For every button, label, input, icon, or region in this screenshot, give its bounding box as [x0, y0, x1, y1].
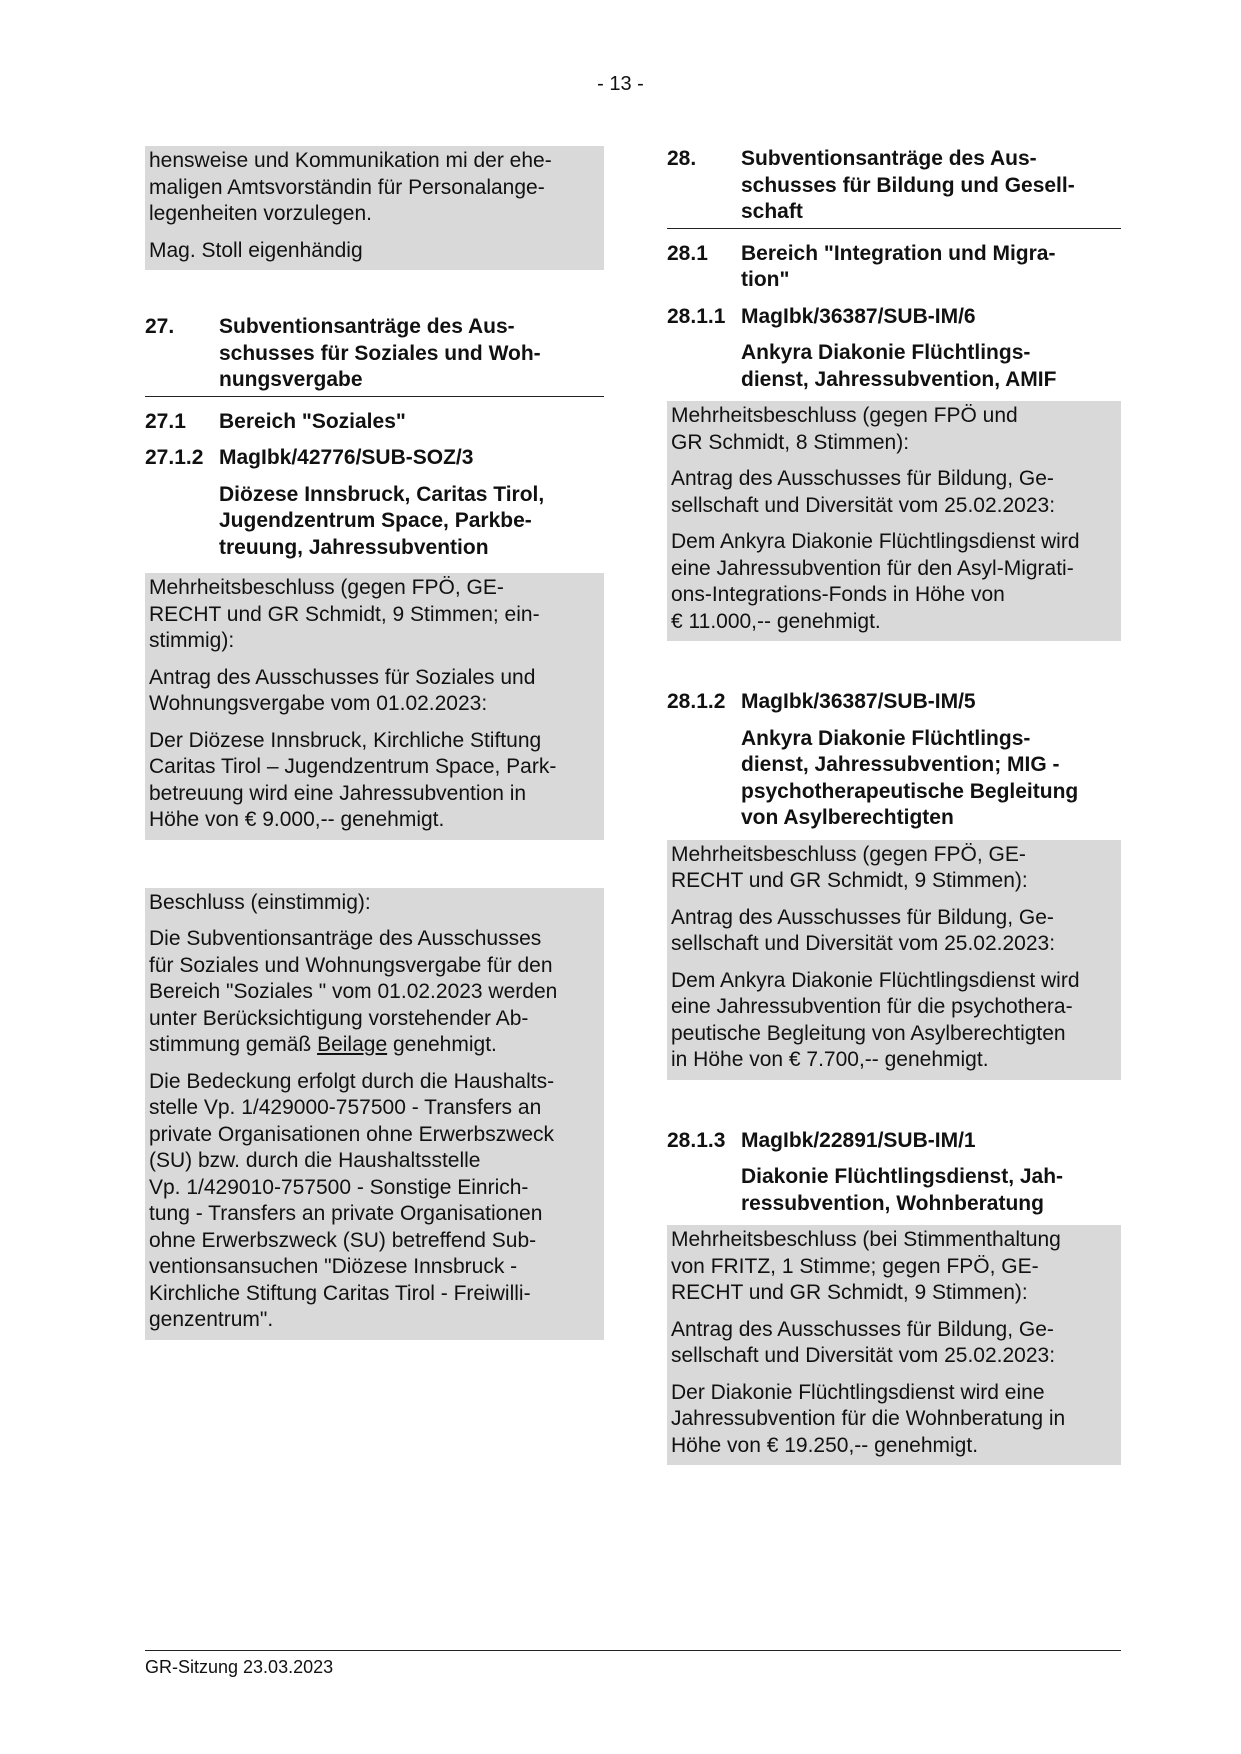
- grant-text: Der Diözese Innsbruck, Kirchliche Stiftung Caritas Tirol – Jugendzentrum Space, Park- betreuung wird eine Jahressubvention in Höhe von € 9.000,-- genehmigt.: [149, 728, 557, 831]
- section-28-1-3-decision-box: [667, 1225, 1121, 1465]
- beschluss-paragraph: Die Subventionsanträge des Ausschusses für Soziales und Wohnungsvergabe für den Bereich "Soziales " vom 01.02.2023 werden unter Berücksichtigung vorstehender Ab- stimmung gemäß Beilage genehmigt.: [149, 927, 558, 1056]
- section-28-1-2-decision-box: [667, 840, 1121, 1080]
- section-28-1-1-heading: 28.1.1 MagIbk/36387/SUB-IM/6: [667, 304, 976, 328]
- section-27-1-2-subtitle: Diözese Innsbruck, Caritas Tirol, Jugendzentrum Space, Parkbe- treuung, Jahressubvention: [219, 482, 545, 559]
- section-28-1-1-subtitle: Ankyra Diakonie Flüchtlings- dienst, Jahressubvention, AMIF: [741, 341, 1057, 391]
- section-28-heading: 28. Subventionsanträge des Aus- schusses für Bildung und Gesell- schaft: [667, 146, 1121, 229]
- beschluss-box: [145, 888, 604, 1340]
- continued-paragraph: hensweise und Kommunikation mi der ehe- maligen Amtsvorständin für Personalange- legenheiten vorzulegen.: [149, 149, 552, 225]
- antrag-text: Antrag des Ausschusses für Soziales und Wohnungsvergabe vom 01.02.2023:: [149, 665, 536, 715]
- grant-text: Dem Ankyra Diakonie Flüchtlingsdienst wird eine Jahressubvention für den Asyl-Migrati- ons-Integrations-Fonds in Höhe von € 11.000,-- genehmigt.: [671, 530, 1080, 633]
- vote-text: Mehrheitsbeschluss (gegen FPÖ und GR Schmidt, 8 Stimmen):: [671, 404, 1018, 454]
- section-28-1-2-heading: 28.1.2 MagIbk/36387/SUB-IM/5: [667, 690, 976, 713]
- section-28-1-heading: 28.1 Bereich "Integration und Migra- tion": [667, 241, 1056, 291]
- vote-text: Mehrheitsbeschluss (gegen FPÖ, GE- RECHT und GR Schmidt, 9 Stimmen; ein- stimmig):: [149, 576, 540, 652]
- right-column: [667, 146, 1121, 1465]
- bedeckung-paragraph: Die Bedeckung erfolgt durch die Haushalts- stelle Vp. 1/429000-757500 - Transfers an private Organisationen ohne Erwerbszweck (SU) bzw. durch die Haushaltsstelle Vp. 1/429010-757500 - Sonstige Einrich- tung - Transfers an private Organisationen ohne Erwerbszweck (SU) betreffend Sub- ventionsansuchen "Diözese Innsbruck - Kirchliche Stiftung Caritas Tirol - Freiwilli- genzentrum".: [149, 1069, 555, 1331]
- section-27-1-heading: 27.1 Bereich "Soziales": [145, 409, 406, 433]
- section-28-1-3-subtitle: Diakonie Flüchtlingsdienst, Jah- ressubvention, Wohnberatung: [741, 1165, 1064, 1215]
- grant-text: Dem Ankyra Diakonie Flüchtlingsdienst wird eine Jahressubvention für die psychothera- peutische Begleitung von Asylberechtigten in Höhe von € 7.700,-- genehmigt.: [671, 968, 1080, 1071]
- section-27-1-2-heading: 27.1.2 MagIbk/42776/SUB-SOZ/3: [145, 446, 474, 469]
- beschluss-title: Beschluss (einstimmig):: [149, 890, 371, 914]
- section-28-1-1-decision-box: [667, 401, 1121, 641]
- vote-text: Mehrheitsbeschluss (bei Stimmenthaltung von FRITZ, 1 Stimme; gegen FPÖ, GE- RECHT und GR Schmidt, 9 Stimmen):: [671, 1228, 1061, 1304]
- page-number: - 13 -: [597, 73, 644, 95]
- section-27-heading: 27. Subventionsanträge des Aus- schusses für Soziales und Woh- nungsvergabe: [145, 314, 604, 397]
- antrag-text: Antrag des Ausschusses für Bildung, Ge- sellschaft und Diversität vom 25.02.2023:: [671, 1317, 1056, 1367]
- left-column: [145, 146, 604, 1340]
- antrag-text: Antrag des Ausschusses für Bildung, Ge- sellschaft und Diversität vom 25.02.2023:: [671, 467, 1056, 517]
- beilage-link[interactable]: Beilage: [317, 1033, 388, 1056]
- page-footer: GR-Sitzung 23.03.2023: [145, 1650, 1121, 1678]
- continued-text-box: [145, 146, 604, 270]
- section-27-1-2-decision-box: [145, 573, 604, 840]
- section-28-1-3-heading: 28.1.3 MagIbk/22891/SUB-IM/1: [667, 1128, 976, 1152]
- section-28-1-2-subtitle: Ankyra Diakonie Flüchtlings- dienst, Jahressubvention; MIG - psychotherapeutische Begleitung von Asylberechtigten: [741, 726, 1079, 829]
- antrag-text: Antrag des Ausschusses für Bildung, Ge- sellschaft und Diversität vom 25.02.2023:: [671, 905, 1056, 955]
- grant-text: Der Diakonie Flüchtlingsdienst wird eine Jahressubvention für die Wohnberatung in Höhe von € 19.250,-- genehmigt.: [671, 1380, 1066, 1457]
- signature-line: Mag. Stoll eigenhändig: [149, 238, 363, 262]
- vote-text: Mehrheitsbeschluss (gegen FPÖ, GE- RECHT und GR Schmidt, 9 Stimmen):: [671, 842, 1028, 892]
